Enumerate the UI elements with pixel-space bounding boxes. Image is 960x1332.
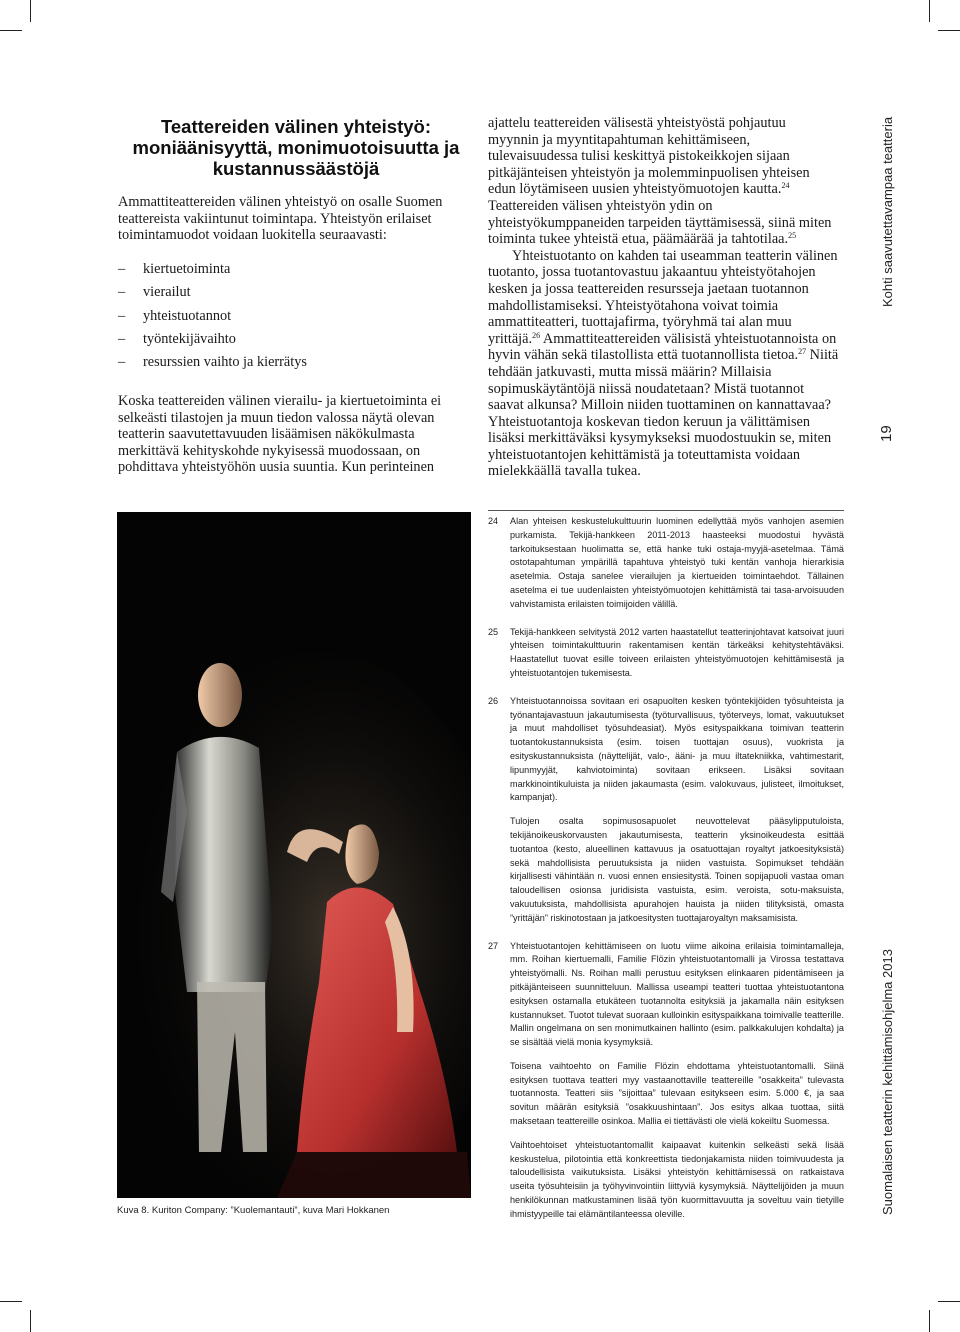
footnote-text: Toisena vaihtoehto on Familie Flözin ehdottama yhteistuotantomalli. Siinä esityksen tuottava teatteri myy vastaanottaville teattereille ”osakkeita” tulevasta tuotannosta. Teatteri siis ”sijoittaa” tulevaan esitykseen esim. 5.000 €, ja saa sovitun määrän esityksiä ”osakkuushintaan”. Jos esitys alkaa tuottaa, siitä maksetaan teattereille osinkoa. Mallia ei tiettävästi ole vielä kokeiltu Suomessa. bbox=[510, 1060, 844, 1127]
list-item bbox=[118, 331, 458, 354]
list-item-label: työntekijävaihto bbox=[143, 330, 236, 347]
body-paragraph bbox=[488, 248, 840, 480]
footnote bbox=[488, 626, 844, 681]
list-dash: – bbox=[118, 307, 126, 324]
publication-title: Suomalaisen teatterin kehittämisohjelma 2013 bbox=[880, 949, 895, 1215]
footnote-number: 24 bbox=[488, 516, 499, 526]
footnote-number: 25 bbox=[488, 626, 499, 637]
page-number: 19 bbox=[878, 425, 895, 442]
list-item bbox=[118, 354, 458, 377]
footnote-ref: 24 bbox=[781, 181, 790, 191]
cooperation-forms-list bbox=[118, 261, 458, 377]
body-paragraph bbox=[488, 115, 840, 248]
list-dash: – bbox=[118, 261, 126, 277]
text-run: Teattereiden välisen yhteistyön ydin on yhteistyökumppaneiden tarpeiden täyttämisessä, siinä miten toiminta tukee yhteistä etua, päämäärää ja tahtotilaa. bbox=[488, 197, 832, 248]
crop-mark bbox=[30, 0, 31, 22]
list-item-label: yhteistuotannot bbox=[143, 307, 232, 324]
running-section-title: Kohti saavutettavampaa teatteria bbox=[880, 116, 895, 307]
text-run: Yhteistuotanto on kahden tai useamman teatterin välinen tuotanto, jossa tuotantovastuu jakaantuu yhteistyötahojen kesken ja jossa teattereiden resursseja jaetaan tuotannon mahdollistamiseksi. Yhteistyötahona voivat toimia ammattiteatteri, tuottajafirma, työryhmä tai alan muu yrittäjä. bbox=[488, 247, 838, 347]
performance-photo bbox=[117, 512, 471, 1198]
crop-mark bbox=[929, 1310, 930, 1332]
text-run: Niitä tehdään jatkuvasti, mutta missä määrin? Millaisia sopimuskäytäntöjä niissä noudatetaan? Mistä tuotannot saavat alkunsa? Milloin niiden tuottaminen on kannattavaa? Yhteistuotantoja koskevan tiedon keruun ja välittämisen lisäksi merkittäväksi kysymykseksi muodostuukin se, miten yhteistuotantojen kehittämistä ja toteuttamista voidaan mielekkäällä tavalla tukea. bbox=[488, 347, 839, 480]
section-heading bbox=[118, 116, 474, 179]
footnote-number: 27 bbox=[488, 940, 499, 951]
crop-mark bbox=[938, 30, 960, 31]
text-run: Ammattiteattereiden välisistä yhteistuotannoista on hyvin vähän sekä tilastollista että tuotannollista tietoa. bbox=[488, 330, 837, 364]
list-item-label: vierailut bbox=[143, 284, 191, 301]
list-item-label: resurssien vaihto ja kierrätys bbox=[143, 354, 307, 371]
body-paragraph: Koska teattereiden välinen vierailu- ja kiertuetoiminta ei selkeästi tilastojen ja muun tiedon valossa näytä olevan teatterin saavutettavuuden lisäämisen näkökulmasta merkittävä kehityskohde nykyisessä muodossaan, on pohdittava yhteistyöhön uusia suuntia. Kun perinteinen bbox=[118, 393, 442, 476]
heading-line: Teattereiden välinen yhteistyö: bbox=[160, 116, 432, 137]
list-dash: – bbox=[118, 354, 126, 371]
list-item bbox=[118, 261, 458, 284]
list-item bbox=[118, 308, 458, 331]
footnotes bbox=[488, 515, 844, 1222]
footnote-text: Tekijä-hankkeen selvitystä 2012 varten haastatellut teatterinjohtavat katsoivat juuri yhteisen toimintakulttuurin rakentamisen kentän tärkeäksi kehitystehtäväksi. Haastatellut tuovat esille toiveen erilaisten yhteistyömuotojen kehittämisestä ja yhteistuotantojen tukemisesta. bbox=[510, 626, 844, 678]
crop-mark bbox=[938, 1301, 960, 1302]
photo-illustration bbox=[117, 512, 471, 1198]
text-run: ajattelu teattereiden välisestä yhteistyöstä pohjautuu myynnin ja myyntitapahtuman kehittämiseen, tulevaisuudessa tulisi keskittyä pistokeikkojen sijaan pitkäjänteisen yhteistyön ja molemminpuolisen yhteisen edun löytämiseen uusien yhteistyömuotojen kautta. bbox=[488, 115, 810, 198]
list-item bbox=[118, 284, 458, 307]
crop-mark bbox=[30, 1310, 31, 1332]
footnote bbox=[488, 940, 844, 1222]
photo-caption: Kuva 8. Kuriton Company: ”Kuolemantauti”, kuva Mari Hokkanen bbox=[117, 1205, 390, 1216]
footnote-ref: 27 bbox=[798, 347, 807, 357]
intro-paragraph: Ammattiteattereiden välinen yhteistyö on osalle Suomen teattereista vakiintunut toimintapa. Yhteistyön erilaiset toimintamuodot voidaan luokitella seuraavasti: bbox=[118, 194, 443, 244]
crop-mark bbox=[0, 30, 22, 31]
heading-line: moniäänisyyttä, monimuotoisuutta ja bbox=[132, 137, 460, 158]
footnote-text: Alan yhteisen keskustelukulttuurin luominen edellyttää myös vanhojen asemien purkamista. Tekijä-hankkeen 2011-2013 haasteeksi muodostui hyvästä tarkoituksestaan huolimatta se, että hanke tuki ostaja-myyjä-asetelmaa. Tämä ostotapahtuman ympärillä tapahtuva yhteistyö tuki kentän vanhoja hierarkisia asetelmia. Ostaja sanelee vierailujen ja kiertueiden toimintaehdot. Tällainen asetelma ei tue uudenlaisten yhteistyömuotojen kehittämistä tai tasa-arvoisuuden vahvistamista erilaisten toimijoiden välillä. bbox=[510, 516, 844, 609]
footnote-number: 26 bbox=[488, 695, 499, 706]
footnote-text: Tulojen osalta sopimusosapuolet neuvottelevat pääsylipputuloista, tekijänoikeuskorvausten jakautumisesta, teatterin yksinoikeudesta esittää tuotantoa (kesto, alueellinen kattavuus ja osatuottajan royaltyt jatkoesityksistä) sekä mahdollisista peruutuksista ja niiden vastuista. Sopimukset tehdään kirjallisesti vähintään n. vuosi ennen ensiesitystä. Toinen sopijapuoli vastaa oman taloudellisen osionsa juridisista vastuista, esim. veroista, sotu-maksuista, vakuutuksista, mahdollisista apurahojen hauista ja niiden tilityksistä, omasta ”yrittäjän” riskinotostaan ja jatkoesitysten tuottajaroyaltyn maksamisista. bbox=[510, 816, 844, 923]
crop-mark bbox=[0, 1301, 22, 1302]
footnote-text: Yhteistuotannoissa sovitaan eri osapuolten kesken työntekijöiden työsuhteista ja työnantajavastuun jakautumisesta (työturvallisuus, työterveys, lomat, vakuutukset ja muut mahdolliset työsuhdeasiat). Myös esityspaikkana toimivan teatterin tuotantokustannuksista (esim. toisen tuottajan osuus), vuokrista ja esityskustannuksista (näyttelijät, valo-, ääni- ja muu iltatekniikka, vahtimestarit, lipunmyyjät, kahviotoiminta) sovitaan erikseen. Lisäksi sovitaan markkinointikuluista ja niiden jakaumasta (esim. valokuvaus, julisteet, ilmoitukset, kampanjat). bbox=[510, 695, 844, 803]
list-item-label: kiertuetoiminta bbox=[143, 261, 231, 277]
list-dash: – bbox=[118, 330, 126, 347]
body-column-right bbox=[488, 115, 840, 480]
list-dash: – bbox=[118, 284, 126, 301]
crop-mark bbox=[929, 0, 930, 22]
heading-line: kustannussäästöjä bbox=[212, 158, 380, 179]
footnote-divider bbox=[488, 510, 844, 511]
footnote bbox=[488, 515, 844, 612]
footnote-text: Yhteistuotantojen kehittämiseen on luotu viime aikoina erilaisia toimintamalleja, mm. Roihan kiertuemalli, Familie Flözin yhteistuotantomalli ja Virossa testattava yhteistyömalli. Ns. Roihan malli perustuu esityksen elinkaaren pidentämiseen ja pitkäjänteiseen suunnitteluun. Mallissa useampi teatteri tuottaa yhteistuotantona esityksen ostamalla etukäteen tuotannolta esityksiä ja jakamalla näin esityksen kustannukset. Tuotot tulevat suoraan kulloinkin esityspaikkana toimivalle teatterille. Mallin ongelmana on sen monimutkainen hallinto (esim. palkkakulujen kohdalta) ja se sisältää vielä monia kysymyksiä. bbox=[510, 940, 844, 1048]
footnote-text: Vaihtoehtoiset yhteistuotantomallit kaipaavat kuitenkin selkeästi sekä lisää keskustelua, pilotointia että konkreettista tiedonjakamista niiden toimivuudesta ja taloudellisista vaikutuksista. Lisäksi yhteistyön kehittämisessä on ratkaistava useita työsuhteisiin ja työhyvinvointiin liittyviä kysymyksiä. Näyttelijöiden ja muun henkilökunnan matkustaminen lisää työn kuormittavuutta ja soveltuu vain tietyille ihmistyypeille tai elämäntilanteessa oleville. bbox=[510, 1139, 844, 1219]
footnote bbox=[488, 695, 844, 926]
footnote-ref: 25 bbox=[788, 231, 797, 241]
footnote-ref: 26 bbox=[532, 330, 541, 340]
